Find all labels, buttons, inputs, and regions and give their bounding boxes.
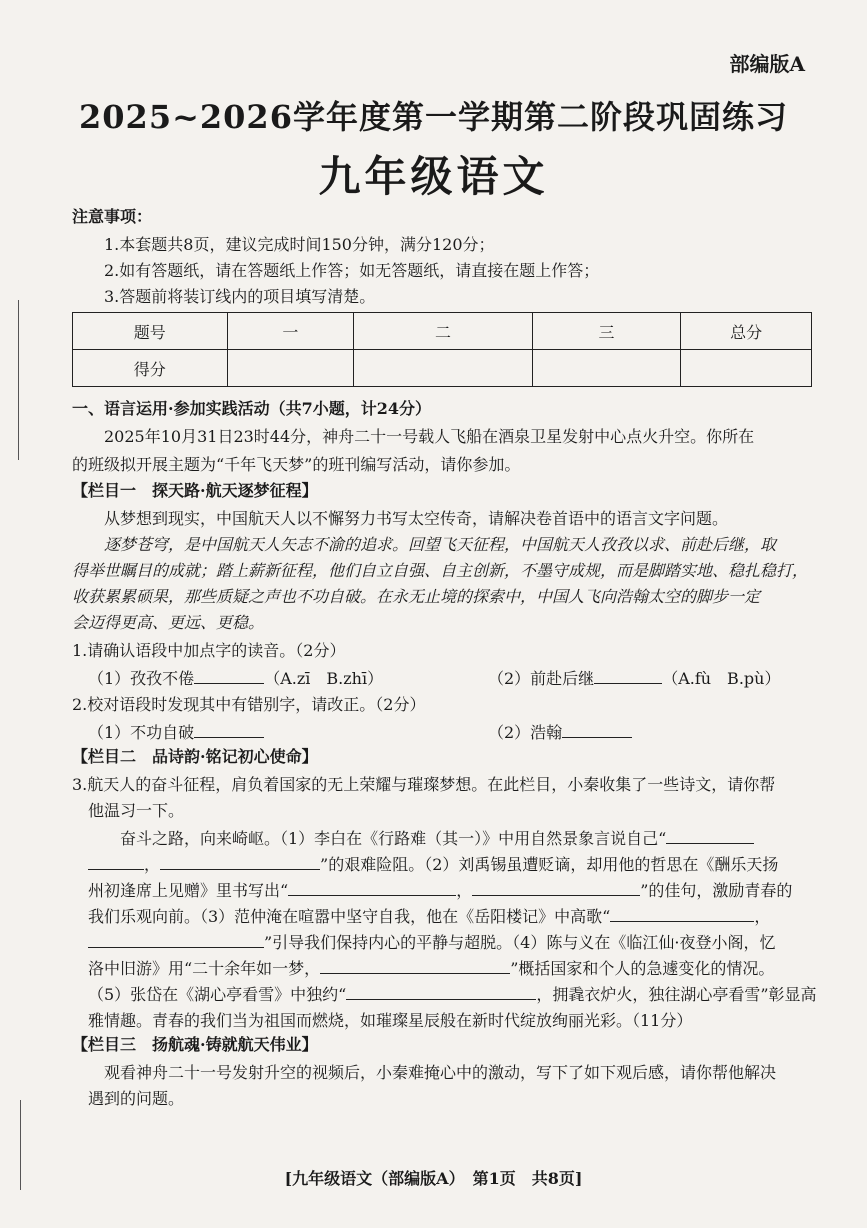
binding-line <box>18 300 19 460</box>
column-heading: 【栏目一 探天路·航天逐梦征程】 <box>72 481 318 500</box>
poem-line <box>120 826 754 849</box>
intro-text: 的班级拟开展主题为“千年飞天梦”的班刊编写活动，请你参加。 <box>72 455 521 474</box>
poem-line <box>88 930 775 953</box>
table-row <box>73 350 812 387</box>
column-text: 遇到的问题。 <box>88 1089 185 1108</box>
answer-blank[interactable] <box>610 907 754 922</box>
passage-line: 得举世瞩目的成就；踏上薪新征程，他们自立自强、自主创新，不墨守成规，而是脚踏实地、稳扎稳打， <box>72 561 809 580</box>
table-cell: 题号 <box>73 313 228 350</box>
poem-line: 雅情趣。青春的我们当为祖国而燃烧，如璀璨星辰般在新时代绽放绚丽光彩。（11分） <box>88 1011 693 1030</box>
table-row <box>73 313 812 350</box>
q1-part1 <box>88 666 383 689</box>
answer-blank[interactable] <box>160 855 320 870</box>
edition-label: 部编版A <box>729 52 805 76</box>
poem-line <box>88 852 778 875</box>
exam-title: 2025~2026学年度第一学期第二阶段巩固练习 <box>79 98 788 136</box>
intro-text: 2025年10月31日23时44分，神舟二十一号载人飞船在酒泉卫星发射中心点火升空。你所在 <box>104 427 755 446</box>
table-cell: 一 <box>227 313 354 350</box>
page-footer: [九年级语文（部编版A） 第1页 共8页] <box>284 1169 583 1188</box>
table-cell: 三 <box>532 313 681 350</box>
notice-heading: 注意事项： <box>72 207 153 226</box>
table-cell: 总分 <box>681 313 812 350</box>
passage-line: 逐梦苍穹，是中国航天人矢志不渝的追求。回望飞天征程，中国航天人孜孜以求、前赴后继，取 <box>104 535 777 554</box>
answer-blank[interactable] <box>346 985 536 1000</box>
poem-line <box>88 956 774 979</box>
q2-part2-label: （2）浩翰 <box>488 723 563 742</box>
q1-part2-label: （2）前赴后继 <box>488 669 595 688</box>
poem-text: 州初逢席上见赠》里书写出“ <box>88 881 289 900</box>
comma: ， <box>456 881 473 900</box>
answer-blank[interactable] <box>666 829 754 844</box>
poem-text: 奋斗之路，向来崎岖。（1）李白在《行路难（其一）》中用自然景象言说自己“ <box>120 829 667 848</box>
poem-text: ”引导我们保持内心的平静与超脱。（4）陈与义在《临江仙·夜登小阁，忆 <box>264 933 776 952</box>
answer-blank[interactable] <box>194 723 264 738</box>
column-text: 从梦想到现实，中国航天人以不懈努力书写太空传奇，请解决卷首语中的语言文字问题。 <box>104 509 729 528</box>
section-heading: 一、语言运用·参加实践活动（共7小题，计24分） <box>72 399 431 418</box>
subject-title: 九年级语文 <box>318 152 549 201</box>
q1-part1-options: （A.zī B.zhī） <box>264 669 384 688</box>
q1-part2-options: （A.fù B.pù） <box>662 669 781 688</box>
score-table <box>72 312 812 387</box>
poem-text: （5）张岱在《湖心亭看雪》中独约“ <box>88 985 347 1004</box>
answer-blank[interactable] <box>194 669 264 684</box>
answer-blank[interactable] <box>88 855 144 870</box>
column-text: 观看神舟二十一号发射升空的视频后，小秦难掩心中的激动，写下了如下观后感，请你帮他解决 <box>104 1063 777 1082</box>
poem-line <box>88 982 817 1005</box>
q1-part2 <box>488 666 780 689</box>
answer-blank[interactable] <box>88 933 264 948</box>
score-cell[interactable] <box>532 350 681 387</box>
question-3: 3.航天人的奋斗征程，肩负着国家的无上荣耀与璀璨梦想。在此栏目，小秦收集了一些诗文，请你帮 <box>72 775 776 794</box>
notice-item: 1.本套题共8页，建议完成时间150分钟，满分120分； <box>104 235 495 254</box>
question-1: 1.请确认语段中加点字的读音。（2分） <box>72 641 346 660</box>
question-2: 2.校对语段时发现其中有错别字，请改正。（2分） <box>72 695 426 714</box>
score-cell[interactable] <box>354 350 533 387</box>
answer-blank[interactable] <box>562 723 632 738</box>
q2-part2 <box>488 720 632 743</box>
comma: ， <box>754 907 771 926</box>
question-3-cont: 他温习一下。 <box>88 801 185 820</box>
poem-text: 我们乐观向前。（3）范仲淹在喧嚣中坚守自我，他在《岳阳楼记》中高歌“ <box>88 907 611 926</box>
poem-text: ”的佳句，激励青春的 <box>640 881 793 900</box>
table-cell: 二 <box>354 313 533 350</box>
answer-blank[interactable] <box>320 959 510 974</box>
answer-blank[interactable] <box>288 881 456 896</box>
notice-item: 3.答题前将装订线内的项目填写清楚。 <box>104 287 376 306</box>
q2-part1 <box>88 720 264 743</box>
column-heading: 【栏目二 品诗韵·铭记初心使命】 <box>72 747 318 766</box>
poem-line <box>88 904 770 927</box>
q2-part1-label: （1）不功自破 <box>88 723 195 742</box>
poem-text: ”的艰难险阻。（2）刘禹锡虽遭贬谪，却用他的哲思在《酬乐天扬 <box>320 855 779 874</box>
score-cell[interactable] <box>681 350 812 387</box>
comma: ， <box>144 855 161 874</box>
column-heading: 【栏目三 扬航魂·铸就航天伟业】 <box>72 1035 318 1054</box>
poem-text: 洛中旧游》用“二十余年如一梦， <box>88 959 321 978</box>
passage-line: 会迈得更高、更远、更稳。 <box>72 613 265 632</box>
notice-item: 2.如有答题纸，请在答题纸上作答；如无答题纸，请直接在题上作答； <box>104 261 600 280</box>
q1-part1-label: （1）孜孜不倦 <box>88 669 195 688</box>
answer-blank[interactable] <box>472 881 640 896</box>
poem-line <box>88 878 792 901</box>
answer-blank[interactable] <box>594 669 662 684</box>
table-cell: 得分 <box>73 350 228 387</box>
score-cell[interactable] <box>227 350 354 387</box>
passage-line: 收获累累硕果，那些质疑之声也不功自破。在永无止境的探索中，中国人飞向浩翰太空的脚步一定 <box>72 587 761 606</box>
poem-text: ”概括国家和个人的急遽变化的情况。 <box>510 959 775 978</box>
poem-text: ，拥毳衣炉火，独往湖心亭看雪”彰显高 <box>536 985 817 1004</box>
